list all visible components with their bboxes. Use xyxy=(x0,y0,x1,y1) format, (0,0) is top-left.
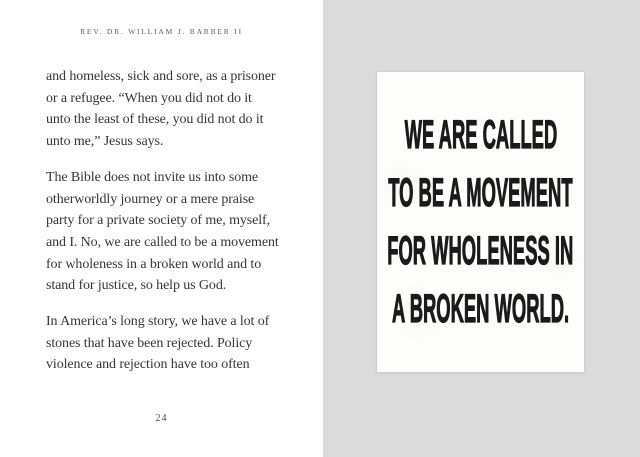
text-line: In America’s long story, we have a lot of xyxy=(46,314,270,330)
running-head: REV. DR. WILLIAM J. BARBER II xyxy=(80,27,243,36)
poster-line: TO BE A MOVEMENT xyxy=(388,171,573,215)
poster-line: A BROKEN WORLD. xyxy=(391,287,570,331)
paragraph xyxy=(46,66,307,153)
body-text xyxy=(46,66,307,390)
text-line: otherworldly journey or a mere praise xyxy=(46,191,255,207)
text-line: or a refugee. “When you did not do it xyxy=(46,90,252,106)
poster-line: FOR WHOLENESS IN xyxy=(387,229,574,273)
right-page xyxy=(323,0,640,457)
text-line: party for a private society of me, myself, xyxy=(46,213,270,229)
text-line: stones that have been rejected. Policy xyxy=(46,335,253,351)
poster-line: WE ARE CALLED xyxy=(404,113,557,157)
paragraph xyxy=(46,311,307,376)
text-line: and I. No, we are called to be a movement xyxy=(46,234,279,250)
poster-card xyxy=(377,72,584,372)
paragraph xyxy=(46,167,307,297)
text-line: and homeless, sick and sore, as a prisoner xyxy=(46,69,276,84)
text-line: unto me,” Jesus says. xyxy=(46,134,164,150)
text-line: unto the least of these, you did not do it xyxy=(46,112,264,128)
text-line: for wholeness in a broken world and to xyxy=(46,256,262,272)
text-line: stand for justice, so help us God. xyxy=(46,278,227,294)
text-line: The Bible does not invite us into some xyxy=(46,169,259,185)
text-line: violence and rejection have too often xyxy=(46,357,250,373)
page-number: 24 xyxy=(155,413,168,424)
